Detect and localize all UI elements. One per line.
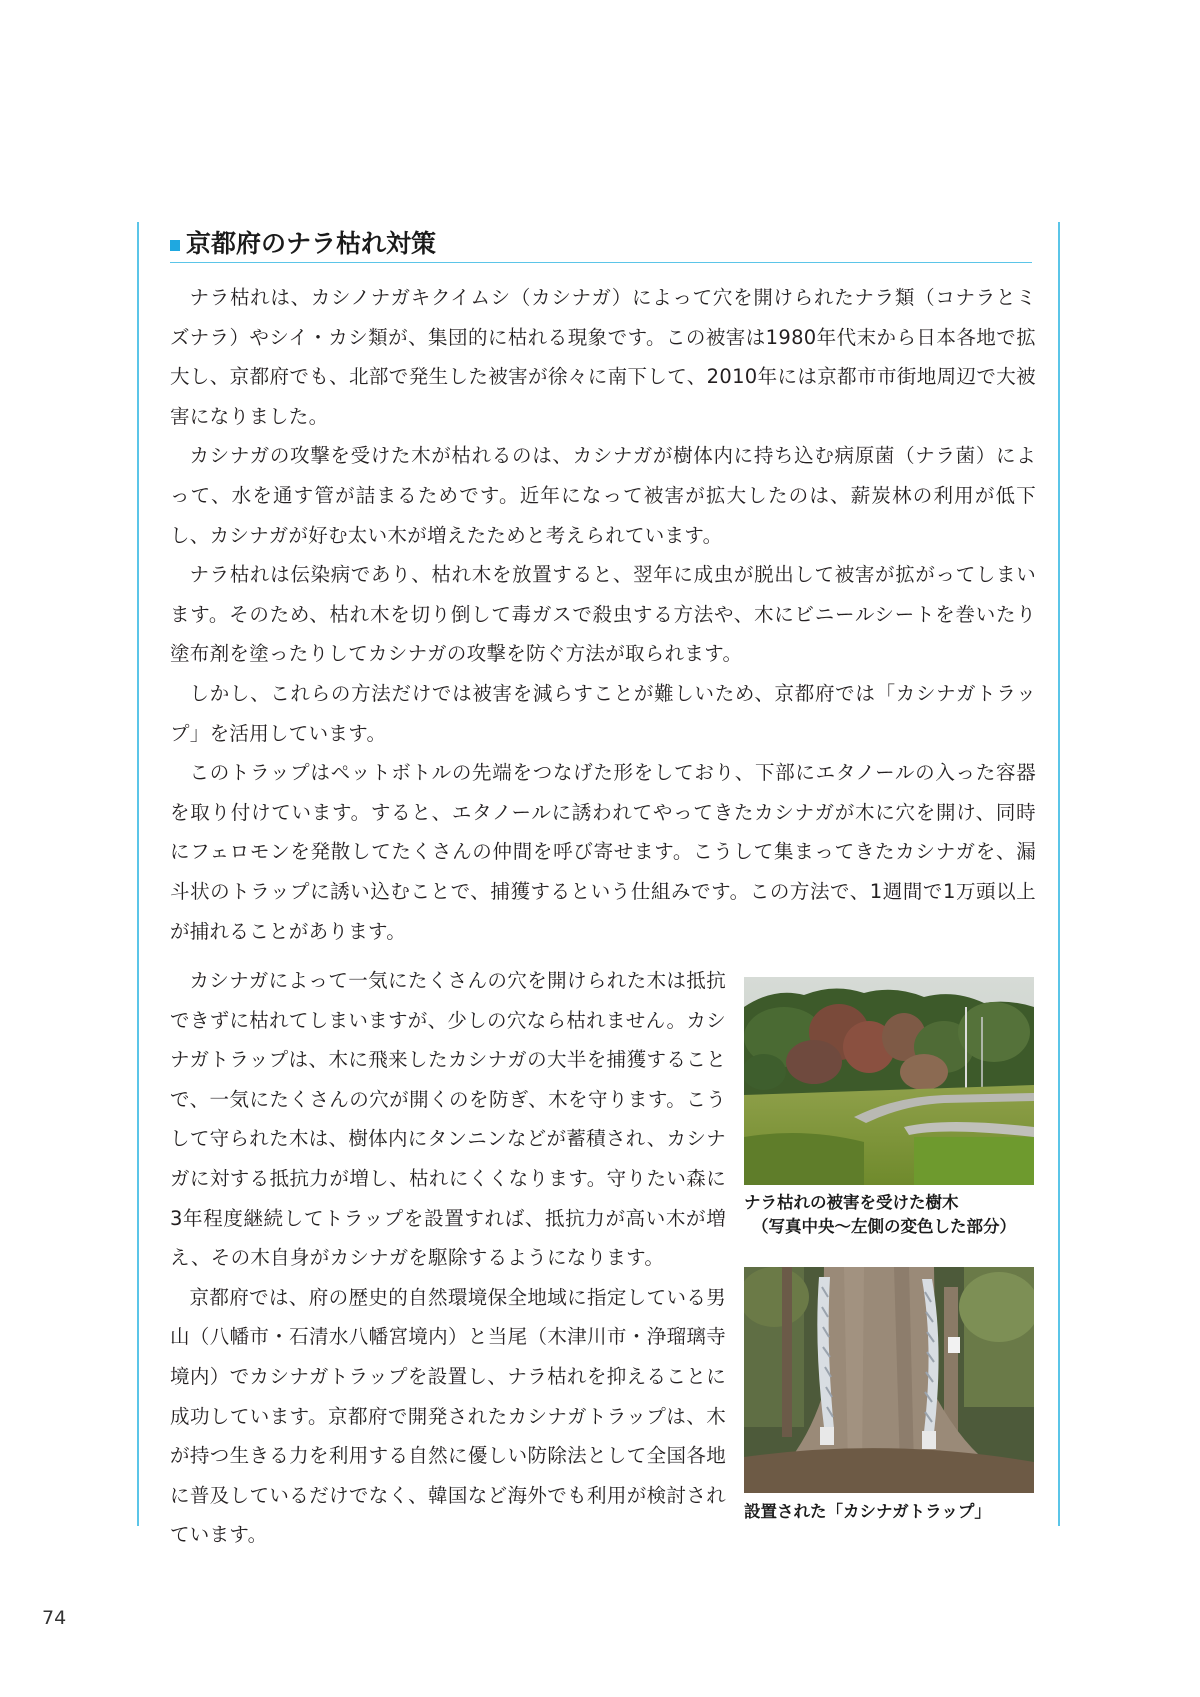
paragraph-4: しかし、これらの方法だけでは被害を減らすことが難しいため、京都府では「カシナガトラップ」を活用しています。 xyxy=(170,681,1036,745)
photo-caption-trap: 設置された「カシナガトラップ」 xyxy=(744,1502,991,1521)
paragraph-1: ナラ枯れは、カシノナガキクイムシ（カシナガ）によって穴を開けられたナラ類（コナラとミズナラ）やシイ・カシ類が、集団的に枯れる現象です。この被害は1980年代末から日本各地で拡大し、京都府でも、北部で発生した被害が徐々に南下して、2010年には京都市市街地周辺で大被害になりました。 xyxy=(170,286,1036,428)
square-bullet-icon xyxy=(170,240,180,251)
photo-damaged-forest xyxy=(744,977,1034,1185)
frame-left-border xyxy=(137,222,139,1526)
paragraph-2: カシナガの攻撃を受けた木が枯れるのは、カシナガが樹体内に持ち込む病原菌（ナラ菌）によって、水を通す管が詰まるためです。近年になって被害が拡大したのは、薪炭林の利用が低下し、カシナガが好む太い木が増えたためと考えられています。 xyxy=(170,444,1036,547)
photo-kashinaga-trap xyxy=(744,1267,1034,1493)
paragraph-3: ナラ枯れは伝染病であり、枯れ木を放置すると、翌年に成虫が脱出して被害が拡がってしまいます。そのため、枯れ木を切り倒して毒ガスで殺虫する方法や、木にビニールシートを巻いたり塗布剤を塗ったりしてカシナガの攻撃を防ぐ方法が取られます。 xyxy=(170,563,1036,666)
heading-title: 京都府のナラ枯れ対策 xyxy=(186,229,437,258)
frame-right-border xyxy=(1058,222,1060,1526)
photo-caption-damaged-forest xyxy=(744,1191,1016,1239)
body-text-full-width xyxy=(170,278,1036,951)
section-heading xyxy=(170,228,1032,263)
page-number: 74 xyxy=(42,1607,67,1629)
caption-line-2: （写真中央～左側の変色した部分） xyxy=(752,1217,1016,1236)
caption-line-1: ナラ枯れの被害を受けた樹木 xyxy=(744,1193,959,1212)
paragraph-5: このトラップはペットボトルの先端をつなげた形をしており、下部にエタノールの入った容器を取り付けています。すると、エタノールに誘われてやってきたカシナガが木に穴を開け、同時にフェロモンを発散してたくさんの仲間を呼び寄せます。こうして集まってきたカシナガを、漏斗状のトラップに誘い込むことで、捕獲するという仕組みです。この方法で、1週間で1万頭以上が捕れることがあります。 xyxy=(170,761,1036,943)
paragraph-6: カシナガによって一気にたくさんの穴を開けられた木は抵抗できずに枯れてしまいますが、少しの穴なら枯れません。カシナガトラップは、木に飛来したカシナガの大半を捕獲することで、一気にたくさんの穴が開くのを防ぎ、木を守ります。こうして守られた木は、樹体内にタンニンなどが蓄積され、カシナガに対する抵抗力が増し、枯れにくくなります。守りたい森に3年程度継続してトラップを設置すれば、抵抗力が高い木が増え、その木自身がカシナガを駆除するようになります。 xyxy=(170,969,726,1270)
paragraph-7: 京都府では、府の歴史的自然環境保全地域に指定している男山（八幡市・石清水八幡宮境内）と当尾（木津川市・浄瑠璃寺境内）でカシナガトラップを設置し、ナラ枯れを抑えることに成功しています。京都府で開発されたカシナガトラップは、木が持つ生きる力を利用する自然に優しい防除法として全国各地に普及しているだけでなく、韓国など海外でも利用が検討されています。 xyxy=(170,1285,726,1547)
body-text-beside-photos xyxy=(170,961,726,1555)
